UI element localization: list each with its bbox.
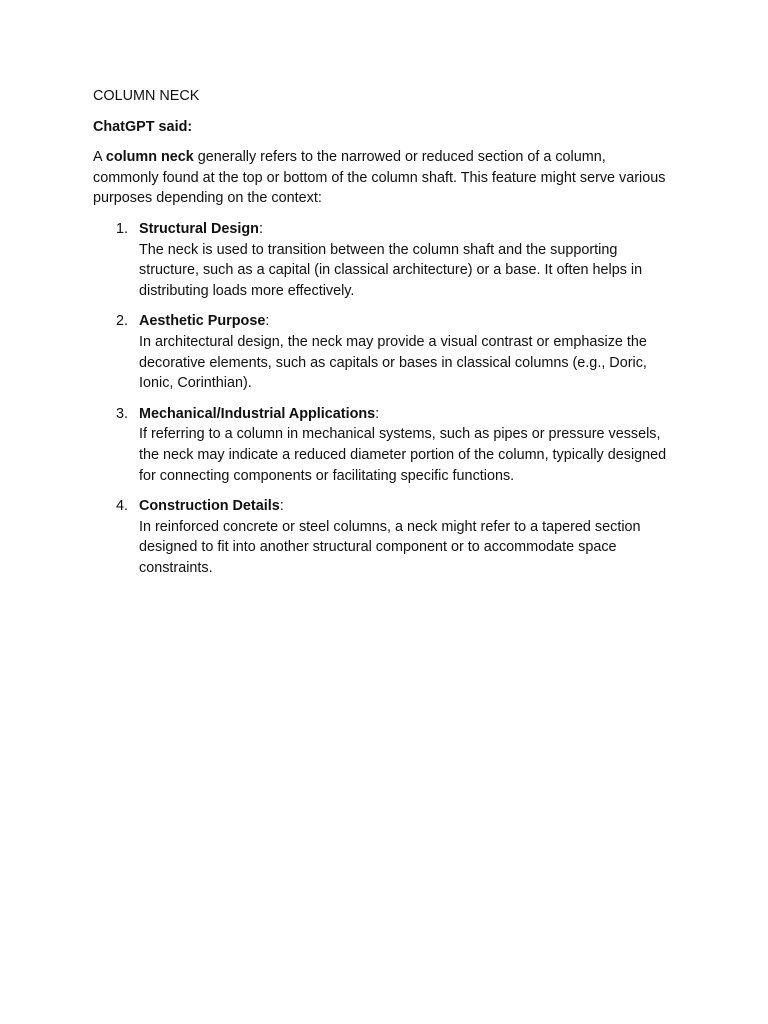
speaker-label: ChatGPT said: xyxy=(93,118,193,135)
list-number: 1. xyxy=(116,220,129,237)
document-title: COLUMN NECK xyxy=(93,88,200,104)
numbered-list xyxy=(93,219,675,579)
item-body: In reinforced concrete or steel columns, a neck might refer to a tapered section designed to fit into another structural component or to accommodate space constraints. xyxy=(139,518,641,576)
list-item xyxy=(93,404,675,486)
item-heading: Structural Design: xyxy=(139,220,263,237)
list-number: 3. xyxy=(116,405,129,422)
item-heading: Aesthetic Purpose: xyxy=(139,313,270,330)
intro-lead: A xyxy=(93,149,106,166)
list-item xyxy=(93,496,675,578)
item-heading: Construction Details: xyxy=(139,498,284,515)
intro-rest: generally refers to the narrowed or reduced section of a column, commonly found at the top or bottom of the column shaft. This feature might serve various purposes depending on the context: xyxy=(93,149,666,207)
list-item xyxy=(93,311,675,393)
intro-paragraph xyxy=(93,147,675,209)
list-number: 4. xyxy=(116,498,129,515)
document-page xyxy=(93,86,675,588)
item-heading: Mechanical/Industrial Applications: xyxy=(139,405,380,422)
item-body: If referring to a column in mechanical systems, such as pipes or pressure vessels, the neck may indicate a reduced diameter portion of the column, typically designed for connecting components or facilitating specific functions. xyxy=(139,426,667,484)
item-body: The neck is used to transition between the column shaft and the supporting structure, such as a capital (in classical architecture) or a base. It often helps in distributing loads more effectively. xyxy=(139,241,643,299)
item-body: In architectural design, the neck may provide a visual contrast or emphasize the decorative elements, such as capitals or bases in classical columns (e.g., Doric, Ionic, Corinthian). xyxy=(139,333,647,392)
list-number: 2. xyxy=(116,313,129,330)
list-item xyxy=(93,219,675,301)
intro-term: column neck xyxy=(105,149,194,166)
